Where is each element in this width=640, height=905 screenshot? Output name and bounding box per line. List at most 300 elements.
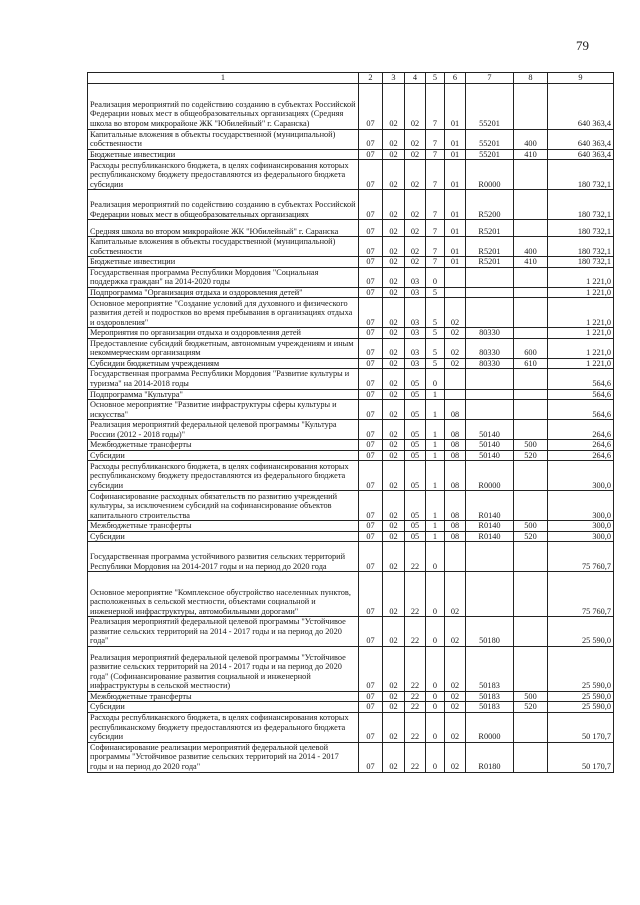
table-row [88,83,614,129]
code-cell: 02 [405,149,426,160]
code-cell: 02 [383,358,405,369]
code-cell [466,287,514,298]
code-cell: 08 [445,531,466,542]
table-row [88,160,614,190]
table-row [88,450,614,461]
code-cell: 80330 [466,338,514,358]
code-cell [514,712,548,742]
code-cell: 01 [445,149,466,160]
amount-cell: 25 590,0 [548,646,614,691]
amount-cell: 1 221,0 [548,267,614,287]
code-cell: 02 [383,267,405,287]
code-cell: 22 [405,712,426,742]
code-cell [514,369,548,389]
code-cell [514,491,548,521]
code-cell: 01 [445,190,466,220]
row-description: Субсидии бюджетным учреждениям [88,358,359,369]
table-row [88,358,614,369]
code-cell: 02 [383,542,405,572]
code-cell: 07 [359,160,383,190]
table-row [88,298,614,328]
row-description: Государственная программа Республики Мордовия "Социальная поддержка граждан" на 2014-2020 годы [88,267,359,287]
code-cell: 0 [426,742,445,772]
code-cell: 07 [359,572,383,617]
code-cell: 02 [383,389,405,400]
code-cell: 02 [405,220,426,237]
code-cell: 7 [426,220,445,237]
code-cell: 0 [426,267,445,287]
row-description: Подпрограмма "Культура" [88,389,359,400]
code-cell: 02 [383,450,405,461]
code-cell: 07 [359,521,383,532]
code-cell: 0 [426,712,445,742]
code-cell: 50183 [466,691,514,702]
code-cell: 07 [359,491,383,521]
row-description: Софинансирование реализации мероприятий федеральной целевой программы "Устойчивое развитие сельских территорий на 2014 - 2017 годы и на период до 2020 года" [88,742,359,772]
code-cell: 02 [383,237,405,257]
code-cell: 07 [359,328,383,339]
table-row [88,328,614,339]
row-description: Реализация мероприятий федеральной целевой программы "Устойчивое развитие сельских территорий на 2014 - 2017 годы и на период до 2020 года" (Софинансирование развития социальной и инженерной инфраструктуры в сельской местности) [88,646,359,691]
code-cell: 03 [405,358,426,369]
code-cell: 500 [514,521,548,532]
code-cell: 5 [426,358,445,369]
code-cell: 02 [445,742,466,772]
code-cell: 1 [426,450,445,461]
column-header: 7 [466,73,514,84]
code-cell: R0140 [466,531,514,542]
code-cell: 02 [445,572,466,617]
row-description: Государственная программа Республики Мордовия "Развитие культуры и туризма" на 2014-2018 годы [88,369,359,389]
code-cell [514,400,548,420]
code-cell: 400 [514,237,548,257]
amount-cell: 564,6 [548,369,614,389]
amount-cell: 75 760,7 [548,572,614,617]
amount-cell: 1 221,0 [548,298,614,328]
row-description: Межбюджетные трансферты [88,691,359,702]
amount-cell: 300,0 [548,461,614,491]
table-row [88,420,614,440]
code-cell: 07 [359,129,383,149]
code-cell: 520 [514,450,548,461]
code-cell: 08 [445,420,466,440]
code-cell: 1 [426,400,445,420]
code-cell: 02 [383,521,405,532]
amount-cell: 25 590,0 [548,702,614,713]
code-cell: 80330 [466,358,514,369]
column-header: 9 [548,73,614,84]
code-cell: 5 [426,298,445,328]
table-row [88,190,614,220]
code-cell: 5 [426,328,445,339]
code-cell: 22 [405,572,426,617]
code-cell: 02 [383,149,405,160]
code-cell: 02 [405,160,426,190]
code-cell: 1 [426,521,445,532]
table-row [88,572,614,617]
code-cell: 03 [405,267,426,287]
amount-cell: 264,6 [548,420,614,440]
table-row [88,617,614,647]
code-cell: 7 [426,83,445,129]
code-cell: 610 [514,358,548,369]
code-cell: 50183 [466,702,514,713]
code-cell [514,389,548,400]
code-cell [514,190,548,220]
code-cell: 08 [445,400,466,420]
row-description: Субсидии [88,450,359,461]
code-cell: 02 [383,420,405,440]
code-cell [514,572,548,617]
amount-cell: 25 590,0 [548,691,614,702]
table-row [88,712,614,742]
code-cell: R0140 [466,521,514,532]
code-cell: 07 [359,531,383,542]
code-cell: 02 [383,328,405,339]
code-cell: 07 [359,712,383,742]
row-description: Субсидии [88,531,359,542]
code-cell: 07 [359,237,383,257]
table-row [88,287,614,298]
code-cell: 07 [359,617,383,647]
row-description: Расходы республиканского бюджета, в целях софинансирования которых республиканскому бюджету предоставляются из федерального бюджета субсидии [88,461,359,491]
code-cell: 02 [405,237,426,257]
table-row [88,257,614,268]
code-cell: 05 [405,521,426,532]
code-cell: 01 [445,83,466,129]
code-cell: 01 [445,257,466,268]
row-description: Расходы республиканского бюджета, в целях софинансирования которых республиканскому бюджету предоставляются из федерального бюджета субсидии [88,160,359,190]
code-cell: R0000 [466,461,514,491]
code-cell: 0 [426,617,445,647]
row-description: Реализация мероприятий по содействию созданию в субъектах Российской Федерации новых мест в общеобразовательных организациях (Средняя школа во втором микрорайоне ЖК "Юбилейный" г. Саранска) [88,83,359,129]
code-cell: 07 [359,83,383,129]
code-cell: 02 [383,440,405,451]
code-cell: 02 [445,298,466,328]
column-header: 3 [383,73,405,84]
code-cell [466,542,514,572]
code-cell: 0 [426,572,445,617]
table-row [88,646,614,691]
code-cell: 07 [359,220,383,237]
code-cell [466,400,514,420]
code-cell: 02 [383,220,405,237]
code-cell: 01 [445,129,466,149]
code-cell: 22 [405,691,426,702]
amount-cell: 640 363,4 [548,149,614,160]
amount-cell: 564,6 [548,389,614,400]
code-cell [445,287,466,298]
code-cell: 500 [514,691,548,702]
code-cell: R0140 [466,491,514,521]
code-cell: 02 [445,712,466,742]
code-cell: 02 [383,646,405,691]
code-cell: 05 [405,491,426,521]
code-cell: 02 [383,369,405,389]
code-cell: 08 [445,521,466,532]
code-cell: 22 [405,617,426,647]
code-cell: 02 [383,160,405,190]
code-cell: 02 [445,358,466,369]
code-cell: 02 [383,617,405,647]
amount-cell: 640 363,4 [548,83,614,129]
code-cell: 02 [445,338,466,358]
code-cell: 07 [359,646,383,691]
column-header: 1 [88,73,359,84]
code-cell: 410 [514,149,548,160]
row-description: Средняя школа во втором микрорайоне ЖК "Юбилейный" г. Саранска [88,220,359,237]
code-cell [445,369,466,389]
code-cell: 07 [359,358,383,369]
code-cell: 05 [405,369,426,389]
code-cell [514,742,548,772]
code-cell: 07 [359,298,383,328]
row-description: Капитальные вложения в объекты государственной (муниципальной) собственности [88,129,359,149]
code-cell: 01 [445,237,466,257]
code-cell [514,646,548,691]
row-description: Реализация мероприятий федеральной целевой программы "Устойчивое развитие сельских территорий на 2014 - 2017 годы и на период до 2020 года" [88,617,359,647]
table-row [88,440,614,451]
code-cell: 02 [383,129,405,149]
code-cell: 07 [359,338,383,358]
table-row [88,400,614,420]
code-cell: 400 [514,129,548,149]
code-cell: 22 [405,542,426,572]
table-row [88,742,614,772]
code-cell: 03 [405,328,426,339]
table-row [88,129,614,149]
code-cell: 02 [383,298,405,328]
code-cell: 50140 [466,440,514,451]
code-cell: 07 [359,542,383,572]
budget-table [87,72,614,773]
row-description: Основное мероприятие "Создание условий для духовного и физического развития детей и подростков во время пребывания в организациях отдыха и оздоровления" [88,298,359,328]
row-description: Основное мероприятие "Развитие инфраструктуры сферы культуры и искусства" [88,400,359,420]
code-cell: 07 [359,420,383,440]
code-cell: 5 [426,338,445,358]
amount-cell: 1 221,0 [548,338,614,358]
code-cell: 02 [383,742,405,772]
code-cell: 520 [514,702,548,713]
code-cell: R5201 [466,237,514,257]
code-cell [514,328,548,339]
page-number: 79 [576,38,589,53]
table-row [88,542,614,572]
amount-cell: 300,0 [548,531,614,542]
code-cell: 02 [383,257,405,268]
code-cell: 07 [359,742,383,772]
amount-cell: 300,0 [548,521,614,532]
amount-cell: 25 590,0 [548,617,614,647]
code-cell: 1 [426,420,445,440]
table-row [88,220,614,237]
code-cell: 0 [426,702,445,713]
code-cell: 02 [383,461,405,491]
column-header: 4 [405,73,426,84]
code-cell: 50140 [466,450,514,461]
code-cell [466,369,514,389]
code-cell: 05 [405,389,426,400]
code-cell: 07 [359,440,383,451]
table-row [88,338,614,358]
code-cell: 22 [405,742,426,772]
code-cell: 05 [405,531,426,542]
code-cell: 07 [359,190,383,220]
table-row [88,149,614,160]
code-cell [466,298,514,328]
row-description: Межбюджетные трансферты [88,521,359,532]
code-cell: 05 [405,420,426,440]
code-cell: 07 [359,702,383,713]
code-cell: 02 [383,190,405,220]
amount-cell: 180 732,1 [548,257,614,268]
code-cell: 5 [426,287,445,298]
table-header-row [88,73,614,84]
code-cell: 7 [426,237,445,257]
code-cell: 7 [426,149,445,160]
table-body [88,83,614,772]
code-cell: 7 [426,257,445,268]
code-cell: 0 [426,691,445,702]
row-description: Предоставление субсидий бюджетным, автономным учреждениям и иным некоммерческим организациям [88,338,359,358]
amount-cell: 264,6 [548,440,614,451]
code-cell [514,267,548,287]
code-cell: 0 [426,646,445,691]
table-row [88,267,614,287]
code-cell: 02 [383,491,405,521]
column-header: 8 [514,73,548,84]
code-cell [514,287,548,298]
row-description: Подпрограмма "Организация отдыха и оздоровления детей" [88,287,359,298]
code-cell: 410 [514,257,548,268]
code-cell: 0 [426,369,445,389]
code-cell: 50183 [466,646,514,691]
code-cell: 02 [405,83,426,129]
code-cell: R5200 [466,190,514,220]
code-cell [514,420,548,440]
code-cell: 55201 [466,129,514,149]
amount-cell: 75 760,7 [548,542,614,572]
row-description: Расходы республиканского бюджета, в целях софинансирования которых республиканскому бюджету предоставляются из федерального бюджета субсидии [88,712,359,742]
row-description: Межбюджетные трансферты [88,440,359,451]
amount-cell: 300,0 [548,491,614,521]
code-cell [445,542,466,572]
code-cell: 02 [383,83,405,129]
code-cell: 1 [426,440,445,451]
code-cell: 50180 [466,617,514,647]
amount-cell: 50 170,7 [548,742,614,772]
code-cell [514,298,548,328]
code-cell: 08 [445,491,466,521]
amount-cell: 50 170,7 [548,712,614,742]
code-cell: 02 [383,572,405,617]
row-description: Софинансирование расходных обязательств по развитию учреждений культуры, за исключением субсидий на софинансирование объектов капитального строительства [88,491,359,521]
table-row [88,702,614,713]
row-description: Государственная программа устойчивого развития сельских территорий Республики Мордовия на 2014-2017 годы и на период до 2020 года [88,542,359,572]
code-cell: 05 [405,400,426,420]
code-cell: 7 [426,129,445,149]
code-cell [466,267,514,287]
code-cell [466,389,514,400]
row-description: Бюджетные инвестиции [88,149,359,160]
code-cell: R5201 [466,257,514,268]
amount-cell: 180 732,1 [548,220,614,237]
amount-cell: 180 732,1 [548,190,614,220]
code-cell: 07 [359,400,383,420]
row-description: Бюджетные инвестиции [88,257,359,268]
row-description: Основное мероприятие "Комплексное обустройство населенных пунктов, расположенных в сельской местности, объектами социальной и инженерной инфраструктуры, автомобильными дорогами" [88,572,359,617]
code-cell: 02 [405,129,426,149]
code-cell: 07 [359,691,383,702]
column-header: 5 [426,73,445,84]
code-cell: 05 [405,461,426,491]
code-cell [514,542,548,572]
amount-cell: 564,6 [548,400,614,420]
code-cell: 02 [445,328,466,339]
amount-cell: 264,6 [548,450,614,461]
code-cell: 22 [405,646,426,691]
code-cell: 08 [445,440,466,451]
code-cell: 07 [359,450,383,461]
row-description: Реализация мероприятий по содействию созданию в субъектах Российской Федерации новых мест в общеобразовательных организациях [88,190,359,220]
code-cell: 03 [405,298,426,328]
amount-cell: 1 221,0 [548,358,614,369]
table-row [88,491,614,521]
code-cell: 80330 [466,328,514,339]
code-cell: 01 [445,160,466,190]
row-description: Субсидии [88,702,359,713]
code-cell: 600 [514,338,548,358]
code-cell: R0000 [466,712,514,742]
code-cell [514,220,548,237]
code-cell: 7 [426,160,445,190]
code-cell: 02 [383,338,405,358]
code-cell: 02 [445,691,466,702]
table-row [88,369,614,389]
code-cell: 02 [383,691,405,702]
code-cell: 07 [359,257,383,268]
code-cell: 1 [426,461,445,491]
table-row [88,461,614,491]
column-header: 2 [359,73,383,84]
code-cell: 08 [445,450,466,461]
code-cell: 03 [405,287,426,298]
code-cell [445,267,466,287]
code-cell: 02 [405,190,426,220]
table-row [88,691,614,702]
code-cell: 02 [383,702,405,713]
code-cell: 22 [405,702,426,713]
code-cell: 1 [426,491,445,521]
code-cell: 07 [359,287,383,298]
code-cell: 02 [383,287,405,298]
code-cell: 07 [359,149,383,160]
code-cell [445,389,466,400]
table-row [88,521,614,532]
table-row [88,531,614,542]
code-cell: 05 [405,450,426,461]
column-header: 6 [445,73,466,84]
code-cell: 55201 [466,83,514,129]
code-cell: 02 [383,400,405,420]
amount-cell: 1 221,0 [548,287,614,298]
code-cell: 520 [514,531,548,542]
code-cell: 1 [426,389,445,400]
amount-cell: 640 363,4 [548,129,614,149]
code-cell: 08 [445,461,466,491]
amount-cell: 180 732,1 [548,160,614,190]
code-cell: 03 [405,338,426,358]
